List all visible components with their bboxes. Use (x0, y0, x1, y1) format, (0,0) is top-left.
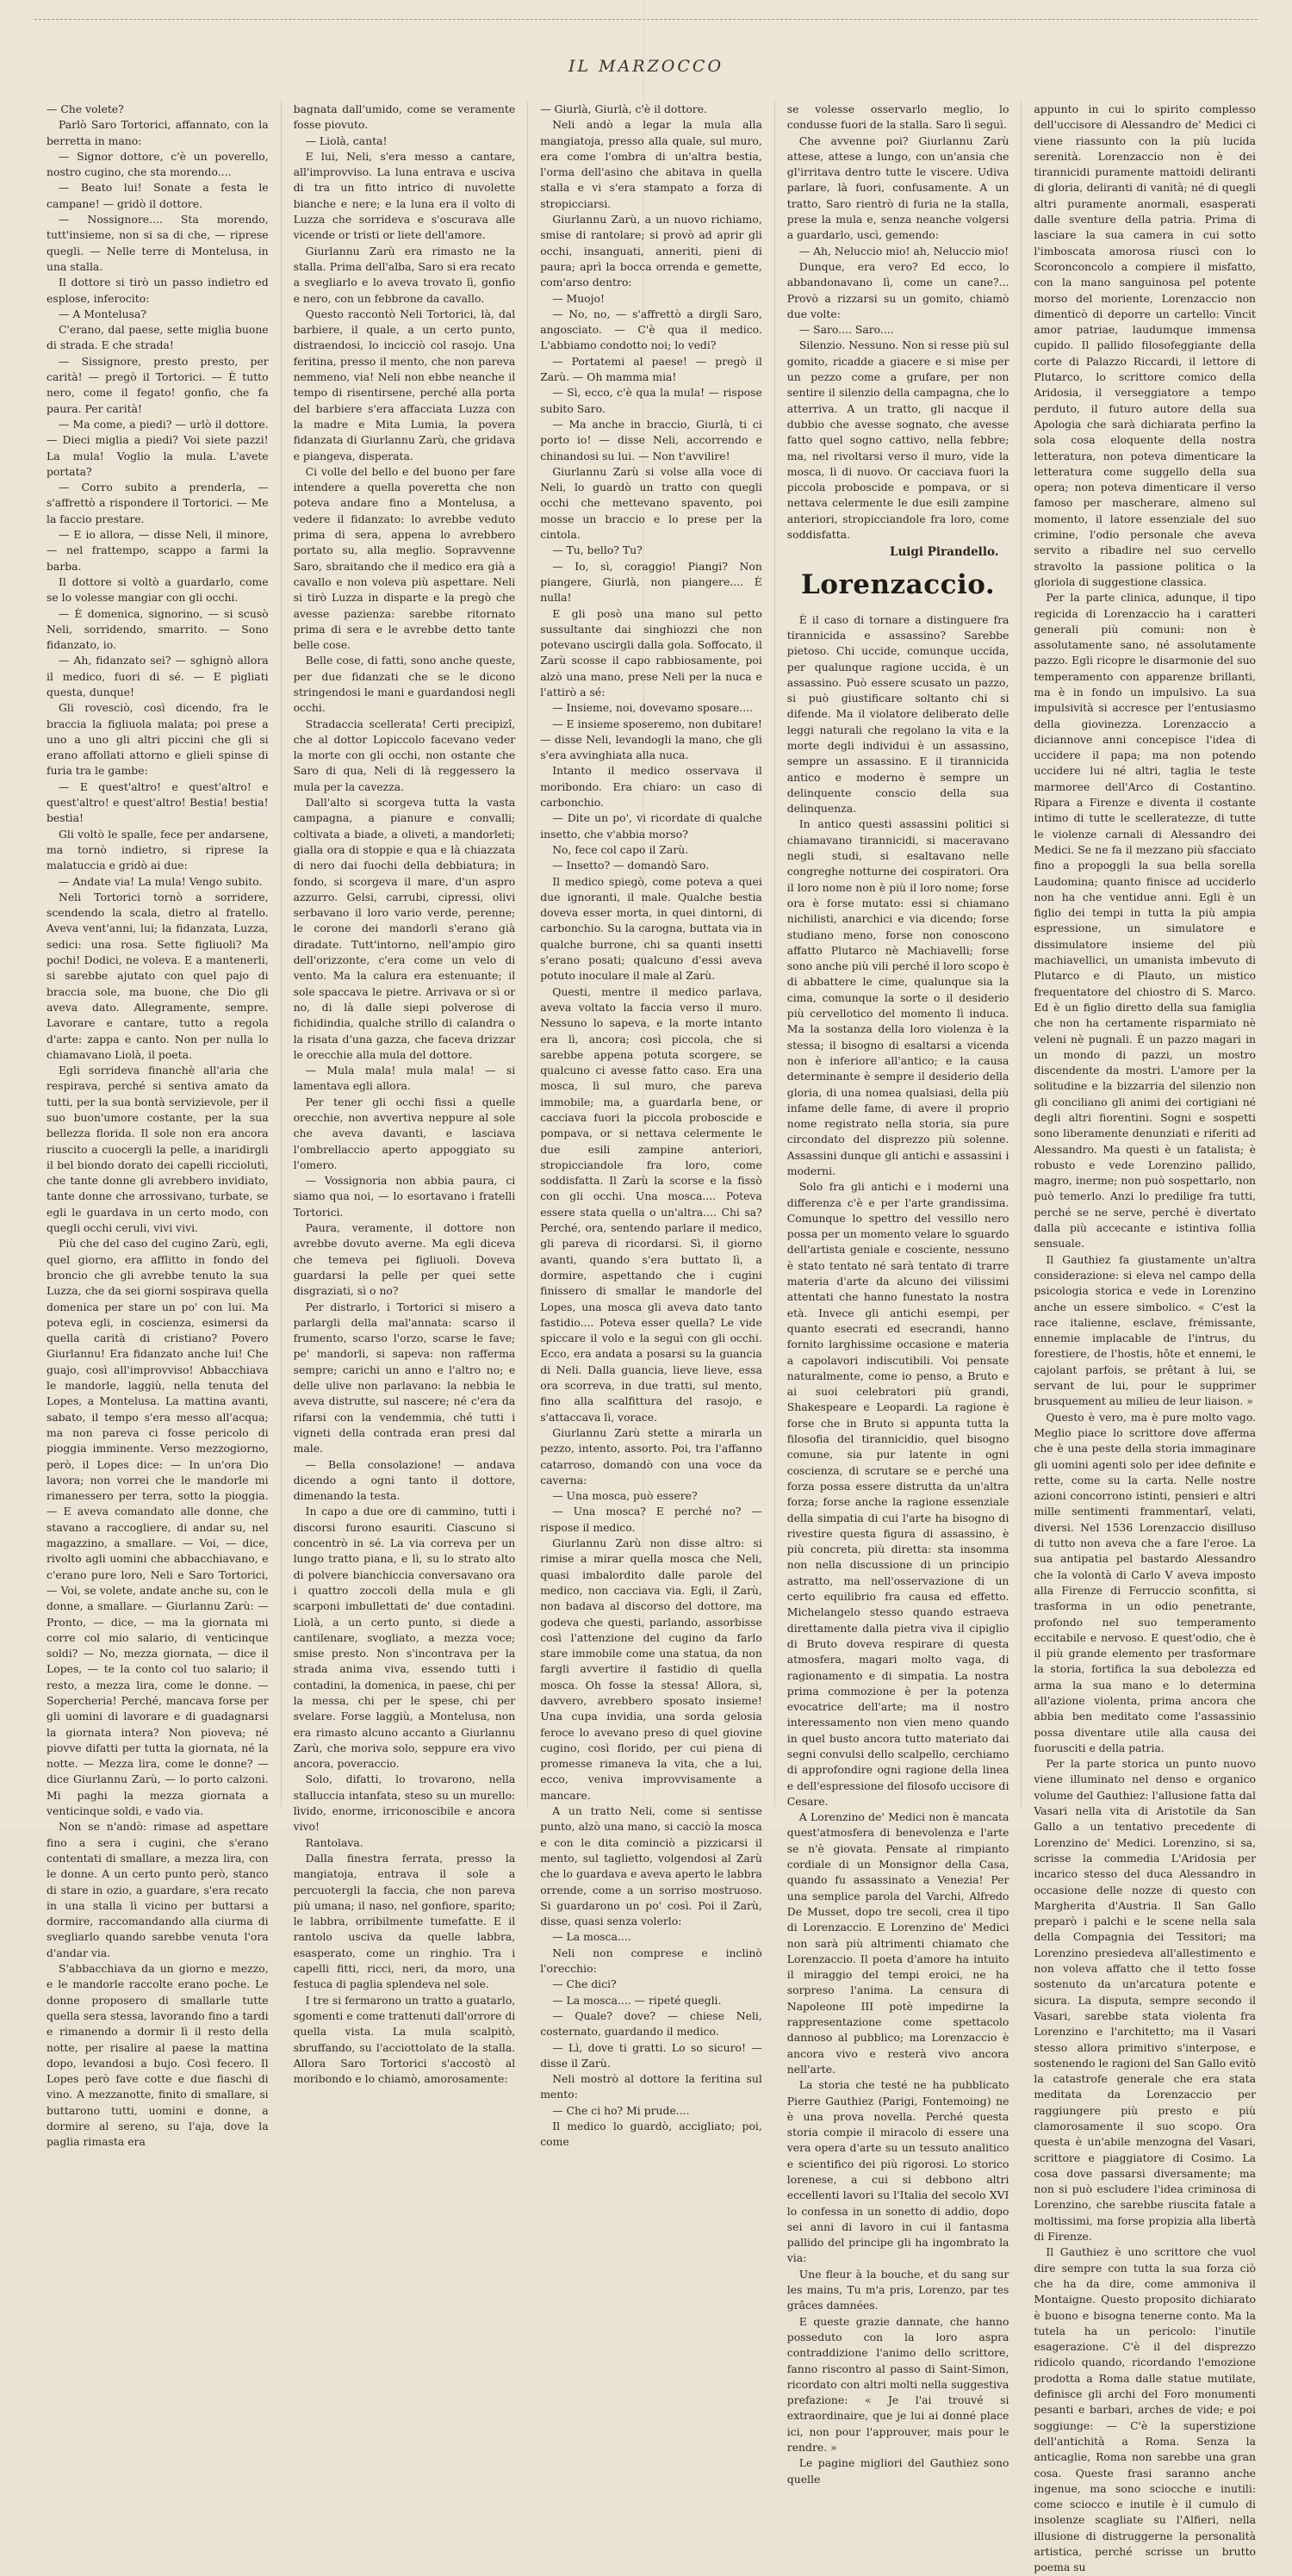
paragraph: — Portatemi al paese! — pregò il Zarù. — Oh mamma mia! (540, 354, 762, 384)
column-divider (774, 102, 775, 1807)
paragraph: Il Gauthiez è uno scrittore che vuol dire sempre con tutta la sua forza ciò che ha da dire, come ammoniva il Montaigne. Questo proposito dichiarato è buono e bisogna tenerne conto. Ma la tutela ha un pericolo: l'inutile esagerazione. C'è il del disprezzo ridicolo quando, ricordando l'emozione prodotta a Roma dalle statue mutilate, definisce gli archi del Foro monumenti pesanti e barbari, arches de vide; e poi soggiunge: — C'è la superstizione dell'antichità a Roma. Senza la anticaglie, Roma non sarebbe una gran cosa. Queste frasi saranno anche ingenue, ma sono sciocche e inutili: come sciocco e inutile è il cumulo di insolenze scagliate su l'Alfieri, nella illusione di distruggerne la personalità artistica, perché scrisse un brutto poema su (1034, 2245, 1257, 2574)
paragraph: In antico questi assassini politici si chiamavano tirannicidi, si maceravano negli studi, si esaltavano nelle congreghe notturne dei cospiratori. Ora il loro nome non è più il loro nome; forse ora è forse mutato: essi si chiamano nichilisti, anarchici e via dicendo; forse studiano meno, forse non conoscono affatto Plutarco nè Machiavelli; forse sono anche più vili perché il loro scopo è di abbattere le cime, qualunque sia la cima, comunque la sorte o il desiderio più cervellotico del momento lì induca. Ma la sostanza della loro violenza è la stessa; il bisogno di esaltarsi a vicenda non è inferiore all'antico; e la causa determinante è sempre il desiderio della gloria, di una nomea qualsiasi, della più infame delle fame, di avere il proprio nome registrato nella storia, sia pure circondato del disprezzo più solenne. Assassini dunque gli antichi e assassini i moderni. (786, 817, 1009, 1177)
paragraph: — Quale? dove? — chiese Neli, costernato, guardando il medico. (540, 2008, 762, 2039)
paragraph: In capo a due ore di cammino, tutti i discorsi furono esauriti. Ciascuno si concentrò in sé. La via correva per un lungo tratto piana, e lì, su lo strato alto di polvere bianchiccia conversavano ora i quattro zoccoli della mula e gli scarponi imbullettati de' due contadini. Liolà, a un certo punto, si diede a cantilenare, svogliato, a mezza voce; smise presto. Non s'incontrava per la strada anima viva, essendo tutti i contadini, la domenica, in paese, chi per la messa, chi per le spese, chi per svelare. Forse laggiù, a Montelusa, non era rimasto alcuno accanto a Giurlannu Zarù, che moriva solo, seppure era vivo ancora, poveraccio. (293, 1505, 516, 1771)
paragraph: — Bella consolazione! — andava dicendo a ogni tanto il dottore, dimenando la testa. (293, 1457, 516, 1503)
paragraph: S'abbacchiava da un giorno e mezzo, e le mandorle raccolte erano poche. Le donne proposero di smallarle tutte quella sera stessa, lavorando fino a tardi e rimanendo a dormir lì il resto della notte, per risalire al paese la mattina dopo, levandosi a bujo. Così fecero. Il Lopes però fave cotte e due fiaschi di vino. A mezzanotte, finito di smallare, si buttarono tutti, uomini e donne, a dormire al sereno, su l'aja, dove la paglia rimasta era (47, 1962, 269, 2149)
paragraph: Non se n'andò: rimase ad aspettare fino a sera i cugini, che s'erano contentati di smallare, a mezza lira, con le donne. A un certo punto però, stanco di stare in ozio, a guardare, s'era recato in una stalla lì vicino per buttarsi a dormire, raccomandando alla ciurma di svegliarlo quando sarebbe venuta l'ora d'andar via. (47, 1820, 269, 1959)
paragraph: — Ma come, a piedi? — urlò il dottore. — Dieci miglia a piedi? Voi siete pazzi! La mula! Voglio la mula. L'avete portata? (47, 417, 269, 478)
paragraph: se volesse osservarlo meglio, lo condusse fuori de la stalla. Saro lì seguì. (786, 102, 1009, 132)
paragraph: Dall'alto si scorgeva tutta la vasta campagna, a pianure e convalli; coltivata a biade, a oliveti, a mandorleti; gialla ora di stoppie e qua e là chiazzata di nero dai fuochi della debbiatura; in fondo, si scorgeva il mare, d'un aspro azzurro. Gelsi, carrubi, cipressi, olivi serbavano il loro vario verde, perenne; le corone dei mandorli s'erano già diradate. Tutt'intorno, nell'ampio giro dell'orizzonte, c'era come un velo di vento. Ma la calura era estenuante; il sole spaccava le pietre. Arrivava or sì or no, di là dalle siepi polverose di fichidindia, qualche strillo di calandra o la risata d'una gazza, che faceva drizzar le orecchie alla mula del dottore. (293, 796, 516, 1061)
paragraph: — Mula mala! mula mala! — si lamentava egli allora. (293, 1064, 516, 1093)
paragraph: Solo, difatti, lo trovarono, nella stalluccia intanfata, steso su un murello: lìvido, enorme, irriconoscibile e ancora vivo! (293, 1772, 516, 1834)
paragraph: bagnata dall'umido, come se veramente fosse piovuto. (293, 102, 516, 132)
paragraph: — Ma anche in braccio, Giurlà, ti ci porto io! — disse Neli, accorrendo e chinandosi su lui. — Non t'avvilire! (540, 417, 762, 462)
paragraph: Giurlannu Zarù, a un nuovo richiamo, smise di rantolare; si provò ad aprir gli occhi, insanguati, anneriti, pieni di paura; aprì la bocca orrenda e gemette, com'arso dentro: (540, 213, 762, 289)
article-columns (47, 102, 1257, 2574)
paragraph: Giurlannu Zarù era rimasto ne la stalla. Prima dell'alba, Saro si era recato a svegliarlo e lo aveva trovato lì, gonfio e nero, con un febbrone da cavallo. (293, 244, 516, 305)
paragraph: Gli voltò le spalle, fece per andarsene, ma tornò indietro, si riprese la malatuccia e gridò ai due: (47, 827, 269, 872)
paragraph: — Muojo! (552, 291, 605, 305)
paragraph: Stradaccia scellerata! Certi precipizî, che al dottor Lopiccolo facevano veder la morte con gli occhi, non ostante che Saro di qua, Neli di là reggessero la mula per la cavezza. (293, 717, 516, 793)
paragraph: — No, no, — s'affrettò a dirgli Saro, angosciato. — C'è qua il medico. L'abbiamo condotto noi; lo vedi? (540, 307, 762, 352)
paragraph: Giurlannu Zarù non disse altro: si rimise a mirar quella mosca che Neli, quasi imbalordito dalle parole del medico, non cacciava via. Egli, il Zarù, non badava al discorso del dottore, ma godeva che questi, parlando, assorbisse così l'attenzione del cugino da farlo stare immobile come una statua, da non fargli avvertire il fastidio di quella mosca. Oh fosse la stessa! Allora, sì, davvero, avrebbero sposato insieme! Una cupa invidia, una sorda gelosia feroce lo avevano preso di quel giovine cugino, così florido, per cui piena di promesse rimaneva la vita, che a lui, ecco, veniva improvvisamente a mancare. (540, 1536, 762, 1802)
column-2 (293, 102, 516, 2086)
paragraph: Giurlannu Zarù si volse alla voce di Neli, lo guardò un tratto con quegli occhi che mettevano spavento, poi mosse un braccio e lo prese per la cintola. (540, 464, 762, 542)
paragraph: E gli posò una mano sul petto sussultante dai singhiozzi che non potevano uscirgli dalla gola. Soffocato, il Zarù scosse il capo rabbiosamente, poi alzò una mano, prese Neli per la nuca e l'attirò a sé: (540, 606, 762, 698)
paragraph: — La mosca.... (552, 1930, 631, 1944)
paragraph: A Lorenzino de' Medici non è mancata quest'atmosfera di benevolenza e l'arte se n'è giovata. Pensate al rimpianto cordiale di un Monsignor della Casa, quando fu assassinato a Venezia! Per una semplice parola del Varchi, Alfredo De Musset, dopo tre secoli, crea il tipo di Lorenzaccio. E Lorenzino de' Medici non sarà più altrimenti chiamato che Lorenzaccio. Il poeta d'amore ha intuito il miraggio del tempi eroici, ne ha sorpreso l'anima. La censura di Napoleone III potè impedirne la rappresentazione come spettacolo dannoso al pubblico; ma Lorenzaccio è ancora vivo e resterà vivo ancora nell'arte. (786, 1810, 1009, 2076)
paragraph: — Nossignore.... Sta morendo, tutt'insieme, non si sa di che, — riprese quegli. — Nelle terre di Montelusa, in una stalla. (47, 213, 269, 273)
paragraph: Intanto il medico osservava il moribondo. Era chiaro: un caso di carbonchio. (540, 764, 762, 810)
paragraph: — È domenica, signorino, — si scusò Neli, sorridendo, smarrito. — Sono fidanzato, io. (47, 606, 269, 652)
paragraph: — Tu, bello? Tu? (552, 543, 643, 557)
paragraph: — Beato lui! Sonate a festa le campane! — gridò il dottore. (47, 181, 269, 210)
column-divider (281, 102, 282, 1807)
paragraph: appunto in cui lo spirito complesso dell'uccisore di Alessandro de' Medici ci viene riassunto con la più lucida serenità. Lorenzaccio non è dei tirannicidi puramente mattoidi deliranti di gloria, deliranti di vanità; né di quegli altri puramente anormali, esasperati dalle sventure della patria. Prima di lasciare la sua camera in cui sotto l'imboscata amorosa riuscì con lo Scoronconcolo a compiere il misfatto, con la mano sanguinosa pel potente morso del moriente, Lorenzaccio non dimenticò di deporre un cartello: Vincit amor patriae, laudumque immensa cupido. Il pallido filosofeggiante della corte di Palazzo Riccardi, il lettore di Plutarco, lo scrittore comico della Aridosia, il verseggiatore a tempo perduto, il futuro autore della sua Apologia che sarà dichiarata perfino la sola cosa eloquente della nostra letteratura, non poteva dimenticare la letteratura come suggello della sua opera; non poteva dimenticare il verso famoso per mascherare, almeno sul momento, il latore essenziale del suo crimine, l'odio personale che aveva servito a ribadire nel suo cervello stravolto la passione politica o la gloriola di suggestione classica. (1034, 102, 1257, 588)
paragraph: — Ah, fidanzato sei? — sghignò allora il medico, fuori di sé. — E pìgliati questa, dunque! (47, 654, 269, 698)
paragraph: Neli Tortorici tornò a sorridere, scendendo la scala, dietro al fratello. Aveva vent'anni, lui; la fidanzata, Luzza, sedici: una rosa. Sette figliuoli? Ma pochi! Dodici, ne voleva. E a mantenerli, si sarebbe ajutato con quel pajo di braccia sole, ma buone, che Dio gli aveva dato. Allegramente, sempre. Lavorare e cantare, tutto a regola d'arte: zappa e canto. Non per nulla lo chiamavano Liolà, il poeta. (47, 890, 269, 1061)
paragraph: Neli non comprese e inclinò l'orecchio: (540, 1946, 762, 1976)
masthead: IL MARZOCCO (568, 57, 724, 76)
paragraph: Neli mostrò al dottore la feritina sul mento: (540, 2072, 762, 2101)
paragraph: Silenzio. Nessuno. Non si resse più sul gomito, ricadde a giacere e si mise per un pezzo come a grufare, per non sentire il silenzio della campagna, che lo atterriva. A un tratto, gli nacque il dubbio che avesse sognato, che avesse fatto quel sogno cattivo, nella febbre; ma, nel rivoltarsi verso il muro, vide la mosca, lì di nuovo. Or cacciava fuori la piccola proboscide e pompava, or si nettava celermente le due esili zampine anteriori, stropicciandole fra loro, come soddisfatta. (786, 338, 1009, 542)
paragraph: Il dottore si tirò un passo indietro ed esplose, inferocito: (47, 276, 269, 305)
column-5 (1034, 102, 1257, 2574)
paragraph: È il caso di tornare a distinguere fra tirannicida e assassino? Sarebbe pietoso. Chi uccide, comunque uccida, per qualunque ragione uccida, è un assassino. Può essere scusato un pazzo, si può giustificare soltanto chi si difende. Ma il violatore deliberato delle leggi naturali che regolano la vita e la morte degli individui è un assassino, sempre un assassino. E il tirannicida antico e moderno è sempre un delinquente conscio della sua delinquenza. (786, 612, 1009, 816)
paragraph: Rantolava. (305, 1835, 363, 1849)
top-rule (34, 19, 1258, 20)
paragraph: — Corro subito a prenderla, — s'affrettò a rispondere il Tortorici. — Me la faccio prestare. (47, 481, 269, 525)
column-divider (527, 102, 528, 1807)
paragraph: Più che del caso del cugino Zarù, egli, quel giorno, era afflitto in fondo del broncio che gli avrebbe tenuto la sua Luzza, che da sei giorni sospirava quella domenica per stare un po' con lui. Ma poteva egli, in coscienza, esimersi da quella carità di cristiano? Povero Giurlannu! Era fidanzato anche lui! Che guajo, così all'improvviso! Abbacchiava le mandorle, laggiù, nella tenuta del Lopes, a Montelusa. La mattina avanti, sabato, il tempo s'era messo all'acqua; ma non pareva ci fosse pericolo di pioggia imminente. Verso mezzogiorno, però, il Lopes dice: — In un'ora Dio lavora; non vorrei che le mandorle mi rimanessero per terra, sotto la pioggia. — E aveva comandato alle donne, che stavano a raccogliere, di andar su, nel magazzino, a smallare. — Voi, — dice, rivolto agli uomini che abbacchiavano, e c'erano pure loro, Neli e Saro Tortorici, — Voi, se volete, andate anche su, con le donne, a smallare. — Giurlannu Zarù: — Pronto, — dice, — ma la giornata mi corre col mio salario, di venticinque soldi? — No, mezza giornata, — dice il Lopes, — te la conto col tuo salario; il resto, a mezza lira, come le donne. — Sopercheria! Perché, mancava forse per gli uomini di lavorare e di guadagnarsi la giornata intera? Non pioveva; né piovve difatti per tutta la giornata, né la notte. — Mezza lira, come le donne? — dice Giurlannu Zarù, — lo porto calzoni. Mi paghi la mezza giornata a venticinque soldi, e vado via. (47, 1237, 269, 1818)
column-1 (47, 102, 269, 2149)
paragraph: A un tratto Neli, come si sentisse punto, alzò una mano, si cacciò la mosca e con le dita cominciò a pizzicarsi il mento, sul taglietto, volgendosi al Zarù che lo guardava e aveva aperto le labbra orrende, come a un sorriso mostruoso. Si guardarono un po' così. Poi il Zarù, disse, quasi senza volerlo: (540, 1804, 762, 1928)
paragraph: Che avvenne poi? Giurlannu Zarù attese, attese a lungo, con un'ansia che gl'irritava dentro tutte le viscere. Udiva parlare, là fuori, confusamente. A un tratto, Saro rientrò di furia ne la stalla, prese la mula e, senza neanche volgersi a guardarlo, uscì, gemendo: (786, 133, 1009, 242)
paragraph: Egli sorrideva financhè all'aria che respirava, perché si sentiva amato da tutti, per la sua bontà servizievole, per il suo buon'umore costante, per la sua bellezza florida. Il sole non era ancora riuscito a cuocergli la pelle, a inaridirgli il bel biondo dorato dei capelli ricciolutì, che tante donne gli avrebbero invidiato, tante donne che arrossivano, turbate, se egli le guardava in un certo modo, con quegli occhi ceruli, vivi vivi. (47, 1064, 269, 1235)
paragraph: E queste grazie dannate, che hanno posseduto con la loro aspra contraddizione l'animo dello scrittore, fanno riscontro al passo di Saint-Simon, ricordato con altri molti nella suggestiva prefazione: « Je l'ai trouvé si extraordinaire, que je lui ai donné place ici, non pour l'approuver, mais pour le rendre. » (786, 2314, 1009, 2455)
paragraph: — Sì, ecco, c'è qua la mula! — rispose subito Saro. (540, 386, 762, 415)
paragraph: Giurlannu Zarù stette a mirarla un pezzo, intento, assorto. Poi, tra l'affanno catarroso, domandò con una voce da caverna: (540, 1425, 762, 1487)
paragraph: Ci volle del bello e del buono per fare intendere a quella poveretta che non poteva andare fino a Montelusa, a vedere il fidanzato: lo avrebbe veduto prima di sera, appena lo avrebbero portato su, alla meglio. Sopravvenne Saro, sbraitando che il medico era già a cavallo e non voleva più aspettare. Neli si tirò Luzza in disparte e la pregò che avesse pazienza: sarebbe ritornato prima di sera e le avrebbe detto tante belle cose. (293, 464, 516, 652)
paragraph: — Insieme, noi, dovevamo sposare.... (552, 701, 754, 715)
paragraph: Dalla finestra ferrata, presso la mangiatoja, entrava il sole a percuotergli la faccia, che non pareva più umana; il naso, nel gonfiore, sparito; le labbra, orribilmente tumefatte. E il rantolo usciva da quelle labbra, esasperato, come un ringhio. Tra i capelli fitti, ricci, neri, da moro, una festuca di paglia splendeva nel sole. (293, 1851, 516, 1991)
paragraph: Il Gauthiez fa giustamente un'altra considerazione: si eleva nel campo della psicologia storica e vede in Lorenzino anche un essere simbolico. « C'est la race italienne, esclave, frémissante, ennemie implacable de l'intrus, du forestiere, de l'hostis, hôte et ennemi, le cajolant parfois, se prêtant à lui, se servant de lui, pour le supprimer brusquement au milieu de leur liaison. » (1034, 1252, 1257, 1408)
paragraph: — Andate via! La mula! Vengo subito. (59, 874, 263, 888)
author-signature: Luigi Pirandello. (890, 545, 999, 560)
paragraph: No, fece col capo il Zarù. (552, 842, 689, 856)
paragraph: Questo è vero, ma è pure molto vago. Meglio piace lo scrittore dove afferma che è una peste della storia immaginare gli uomini agenti solo per idee definite e rette, come su la carta. Nelle nostre azioni concorrono istinti, pensieri e altri mille sentimenti frammentarî, velati, diversi. Nel 1536 Lorenzaccio disilluso di tutto non aveva che a fare l'eroe. La sua antipatia pel bastardo Alessandro che la volontà di Carlo V aveva imposto alla Firenze di Ferruccio sconfitta, si trasforma in un odio penetrante, profondo nel suo temperamento eccitabile e nervoso. E quest'odio, che è il più grande elemento per trasformare la storia, fortifica la sua debolezza ed arma la sua mano e lo determina all'azione violenta, prima ancora che abbia ben meditato come l'assassinio possa diventare utile alla causa dei fuorusciti e della patria. (1034, 1410, 1257, 1754)
paragraph: Belle cose, di fatti, sono anche queste, per due fidanzati che se le dicono stringendosi le mani e guardandosi negli occhi. (293, 654, 516, 715)
paragraph: Gli rovesciò, così dicendo, fra le braccia la figliuola malata; poi prese a uno a uno gli altri piccini che gli si erano affollati attorno e glieli spinse di furia tra le gambe: (47, 701, 269, 778)
paragraph: — Sissignore, presto presto, per carità! — pregò il Tortorici. — È tutto nero, come il fegato! gonfio, che fa paura. Per carità! (47, 354, 269, 415)
column-4 (786, 102, 1009, 2486)
paragraph: — Insetto? — domandò Saro. (552, 859, 710, 872)
paragraph: — Una mosca, può essere? (552, 1489, 698, 1503)
paragraph: — Saro.... Saro.... (798, 323, 894, 337)
paragraph: — Vossignoria non abbia paura, ci siamo qua noi, — lo esortavano i fratelli Tortorici. (293, 1174, 516, 1219)
paragraph: — E io allora, — disse Neli, il minore, — nel frattempo, scappo a farmi la barba. (47, 528, 269, 573)
paragraph: Per la parte clinica, adunque, il tipo regicida di Lorenzaccio ha i caratteri generali più comuni: non è assolutamente sano, né assolutamente pazzo. Egli ricopre le disarmonie del suo temperamento con apparenze brillanti, ma è in fondo un impulsivo. La sua impulsività si accresce per l'entusiasmo della giovinezza. Lorenzaccio a diciannove anni concepisce l'idea di uccidere il papa; ma non potendo uccidere lui né altri, taglia le teste marmoree dell'Arco di Costantino. Ripara a Firenze e diventa il costante intimo di tutte le scelleratezze, di tutte le violenze carnali di Alessandro dei Medici. Se ne fa il mezzano più sfacciato fino a propoggli la sua bella sorella Laudomina; quanto finisce ad ucciderlo non ha che ventidue anni. Egli è un figlio dei tempi in tutta la più ampia espressione, un simulatore e dissimulatore insieme del più machiavellici, un umanista imbevuto di Plutarco e di Plauto, un mistico frequentatore del chiostro di S. Marco. Ed è un figlio diretto della sua famiglia che non ha certamente risparmiato nè veleni nè pugnali. È un pazzo magari in un mondo di pazzi, un mostro discendente da mostri. L'amore per la solitudine e la bizzarria del silenzio non gli conciliano gli animi dei cortigiani né degli altri fiorentini. Sogni e sospetti sono liberamente denunziati e riferiti ad Alessandro. Ma questi è un fatalista; è robusto e vede Lorenzino pallido, magro, inerme; non può sospettarlo, non può temerlo. Anzi lo predilige fra tutti, perché se ne serve, perché è divertato dalla più accecante e istintiva follia sensuale. (1034, 591, 1257, 1251)
paragraph: — Ah, Neluccio mio! ah, Neluccio mio! (798, 244, 1009, 258)
paragraph: — La mosca.... — ripeté quegli. (552, 1993, 722, 2007)
paragraph: — E quest'altro! e quest'altro! e quest'altro! e quest'altro! Bestia! bestia! bestia! (47, 779, 269, 825)
paragraph: Il medico lo guardò, accigliato; poi, come (540, 2120, 762, 2149)
paragraph: Paura, veramente, il dottore non avrebbe dovuto averne. Ma egli diceva che temeva pei figliuoli. Doveva guardarsi la pelle per quei sette disgraziati, sì o no? (293, 1221, 516, 1298)
paragraph: — Lì, dove ti gratti. Lo so sicuro! — disse il Zarù. (540, 2040, 762, 2070)
paragraph: Il dottore si voltò a guardarlo, come se lo volesse mangiar con gli occhi. (47, 574, 269, 605)
paragraph: La storia che testé ne ha pubblicato Pierre Gauthiez (Parigi, Fontemoing) ne è una prova novella. Perché questa storia compie il miracolo di essere una vera opera d'arte su un tessuto analitico e scientifico dei più rigorosi. Lo storico lorenese, a cui si debbono altri eccellenti lavori su l'Italia del secolo XVI lo confessa in un sonetto di addio, dopo sei anni di lavoro in cui il fantasma pallido del principe gli ha ingombrato la via: (786, 2078, 1009, 2265)
paragraph: — Una mosca? E perché no? — rispose il medico. (540, 1505, 762, 1534)
paragraph: Le pagine migliori del Gauthiez sono quelle (786, 2456, 1009, 2486)
paragraph: Per tener gli occhi fissi a quelle orecchie, non avvertiva neppure al sole che aveva davanti, e lasciava l'ombrellaccio aperto appoggiato su l'omero. (293, 1095, 516, 1171)
column-3 (540, 102, 762, 2149)
paragraph: Per distrarlo, i Tortorici si misero a parlargli della mal'annata: scarso il frumento, scarso l'orzo, scarse le fave; pe' mandorli, si sapeva: non rafferma sempre; carichi un anno e l'altro no; e delle ulive non parlavano: la nebbia le aveva distrutte, sul nascere; né c'era da rifarsi con la vendemmia, ché tutti i vigneti della contrada eran presi dal male. (293, 1300, 516, 1456)
paragraph: — Signor dottore, c'è un poverello, nostro cugino, che sta morendo.... (47, 149, 269, 179)
column-divider (1021, 102, 1022, 1807)
paragraph: I tre si fermarono un tratto a guatarlo, sgomenti e come trattenuti dall'orrore di quella vista. La mula scalpitò, sbruffando, su l'acciottolato de la stalla. Allora Saro Tortorici s'accostò al moribondo e lo chiamò, amorosamente: (293, 1993, 516, 2086)
paragraph: — Io, sì, coraggio! Piangi? Non piangere, Giurlà, non piangere.... È nulla! (540, 559, 762, 605)
paragraph: E lui, Neli, s'era messo a cantare, all'improvviso. La luna entrava e usciva di tra un fitto intrico di nuvolette bianche e nere; e la luna era il volto di Luzza che sorrideva e s'oscurava alle vicende or tristi or liete dell'amore. (293, 149, 516, 242)
paragraph: Parlò Saro Tortorici, affannato, con la berretta in mano: (47, 118, 269, 147)
article-title: Lorenzaccio. (800, 568, 996, 600)
paragraph: — E insieme sposeremo, non dubitare! — disse Neli, levandogli la mano, che gli s'era avvinghiata alla nuca. (540, 717, 762, 762)
paragraph: C'erano, dal paese, sette miglia buone di strada. E che strada! (47, 323, 269, 352)
paragraph: Questo raccontò Neli Tortorici, là, dal barbiere, il quale, a un certo punto, distraendosi, lo incicciò col rasojo. Una feritina, presso il mento, che non pareva nemmeno, via! Neli non ebbe neanche il tempo di risentirsene, perché alla porta del barbiere s'era affacciata Luzza con la madre e Mita Lumia, la povera fidanzata di Giurlannu Zarù, che gridava e piangeva, disperata. (293, 307, 516, 462)
paragraph: Questi, mentre il medico parlava, aveva voltato la faccia verso il muro. Nessuno lo sapeva, e la morte intanto era lì, ancora; così piccola, che si sarebbe appena potuta scorgere, se qualcuno ci avesse fatto caso. Era una mosca, lì sul muro, che pareva immobile; ma, a guardarla bene, or cacciava fuori la piccola proboscide e pompava, or si nettava celermente le due esili zampine anteriori, stropicciandole fra loro, come soddisfatta. Il Zarù la scorse e la fissò con gli occhi. Una mosca.... Poteva essere stata quella o un'altra.... Chi sa? Perché, ora, sentendo parlare il medico, gli pareva di ricordarsi. Sì, il giorno avanti, quando s'era buttato lì, a dormire, aspettando che i cugini finissero di smallar le mandorle del Lopes, una mosca gli aveva dato tanto fastidio.... Poteva esser quella? Le vide spiccare il volo e la seguì con gli occhi. Ecco, era andata a posarsi su la guancia di Neli. Dalla guancia, lieve lieve, essa ora scorreva, in due tratti, sul mento, fino alla scalfittura del rasojo, e s'attaccava lì, vorace. (540, 984, 762, 1424)
paragraph: Dunque, era vero? Ed ecco, lo abbandonavano lì, come un cane?... Provò a rizzarsi su un gomito, chiamò due volte: (786, 259, 1009, 320)
paragraph: — Dite un po', vi ricordate di qualche insetto, che v'abbia morso? (540, 811, 762, 841)
paragraph: Neli andò a legar la mula alla mangiatoja, presso alla quale, sul muro, era come l'ombra di un'altra bestia, l'orma dell'asino che abitava in quella stalla e vi s'era stampato a forza di stropicciarsi. (540, 118, 762, 210)
paragraph: — Che volete? (47, 102, 124, 115)
paragraph: — Che dici? (552, 1977, 617, 1991)
paragraph: — Giurlà, Giurlà, c'è il dottore. (540, 102, 707, 115)
paragraph: — A Montelusa? (59, 307, 146, 320)
paragraph: — Che ci ho? Mi prude.... (552, 2103, 690, 2117)
paragraph: Il medico spiegò, come poteva a quei due ignoranti, il male. Qualche bestia doveva esser morta, in quei dintorni, di carbonchio. Su la carogna, buttata via in qualche burrone, chi sa quanti insetti s'erano posati; qualcuno d'essi aveva potuto inoculare il male al Zarù. (540, 874, 762, 983)
paragraph: Une fleur à la bouche, et du sang sur les mains, Tu m'a pris, Lorenzo, par tes grâces damnées. (786, 2267, 1009, 2312)
paragraph: — Liolà, canta! (305, 133, 388, 147)
paragraph: Per la parte storica un punto nuovo viene illuminato nel denso e organico volume del Gauthiez: l'allusione fatta dal Vasari nella vita di Aristotile da San Gallo a un tentativo precedente di Lorenzino de' Medici. Lorenzino, si sa, scrisse la commedia L'Aridosia per incarico stesso del duca Alessandro in occasione delle nozze di questo con Margherita d'Austria. Il San Gallo preparò i palchi e le scene nella sala della Compagnia dei Tessitori; ma Lorenzino presiedeva all'allestimento e non voleva affatto che il tetto fosse sostenuto da un'arcatura potente e sicura. La disputa, sempre secondo il Vasari, sarebbe stata violenta fra Lorenzino e l'architetto; ma il Vasari stesso allora primitivo s'interpose, e sostenendo le ragioni del San Gallo evitò la catastrofe generale che era stata meditata da Lorenzaccio per raggiungere più presto e più clamorosamente il suo scopo. Ora questa è un'abile menzogna del Vasari, scrittore e piaggiatore di Cosimo. La cosa dove passarsi diversamente; ma non si può escludere l'idea criminosa di Lorenzino, che sarebbe riuscita fatale a moltissimi, ma forse propizia alla libertà di Firenze. (1034, 1757, 1257, 2244)
paragraph: Solo fra gli antichi e i moderni una differenza c'è e per l'arte grandissima. Comunque lo spettro del vessillo nero possa per un momento velare lo sguardo dell'artista geniale e cosciente, nessuno è stato tentato né sarà tentato di trarre materia d'arte da alcuno dei vilissimi attentati che hanno funestato la nostra età. Invece gli antichi esempi, per quanto esecrati ed esecrandi, hanno fornito larghissime occasione e materia a capolavori indiscutibili. Voi pensate naturalmente, come io penso, a Bruto e ai suoi celebratori più grandi, Shakespeare e Leopardi. La ragione è forse che in Bruto si appunta tutta la filosofia del tirannicidio, quel bisogno comune, sia pur latente in ogni coscienza, di scrutare se e perché una forza possa essere distrutta da un'altra forza; forse anche la ragione essenziale della simpatia di cui l'arte ha bisogno di rivestire questa figura di assassino, è più concreta, più diretta: sta insomma non nella discussione di un principio astratto, ma nell'osservazione di un certo equilibrio fra causa ed effetto. Michelangelo stesso quando estraeva direttamente dalla pietra viva il cipiglio di Bruto doveva respirare di questa atmosfera, magari molto vaga, di ragionamento e di simpatia. La nostra prima commozione è per la potenza evocatrice dell'arte; ma il nostro interessamento non vien meno quando in quel busto ancora tutto materiato dai segni convulsi dello scalpello, cerchiamo di approfondire ogni ragione della linea e dell'espressione del filosofo uccisore di Cesare. (786, 1180, 1009, 1808)
